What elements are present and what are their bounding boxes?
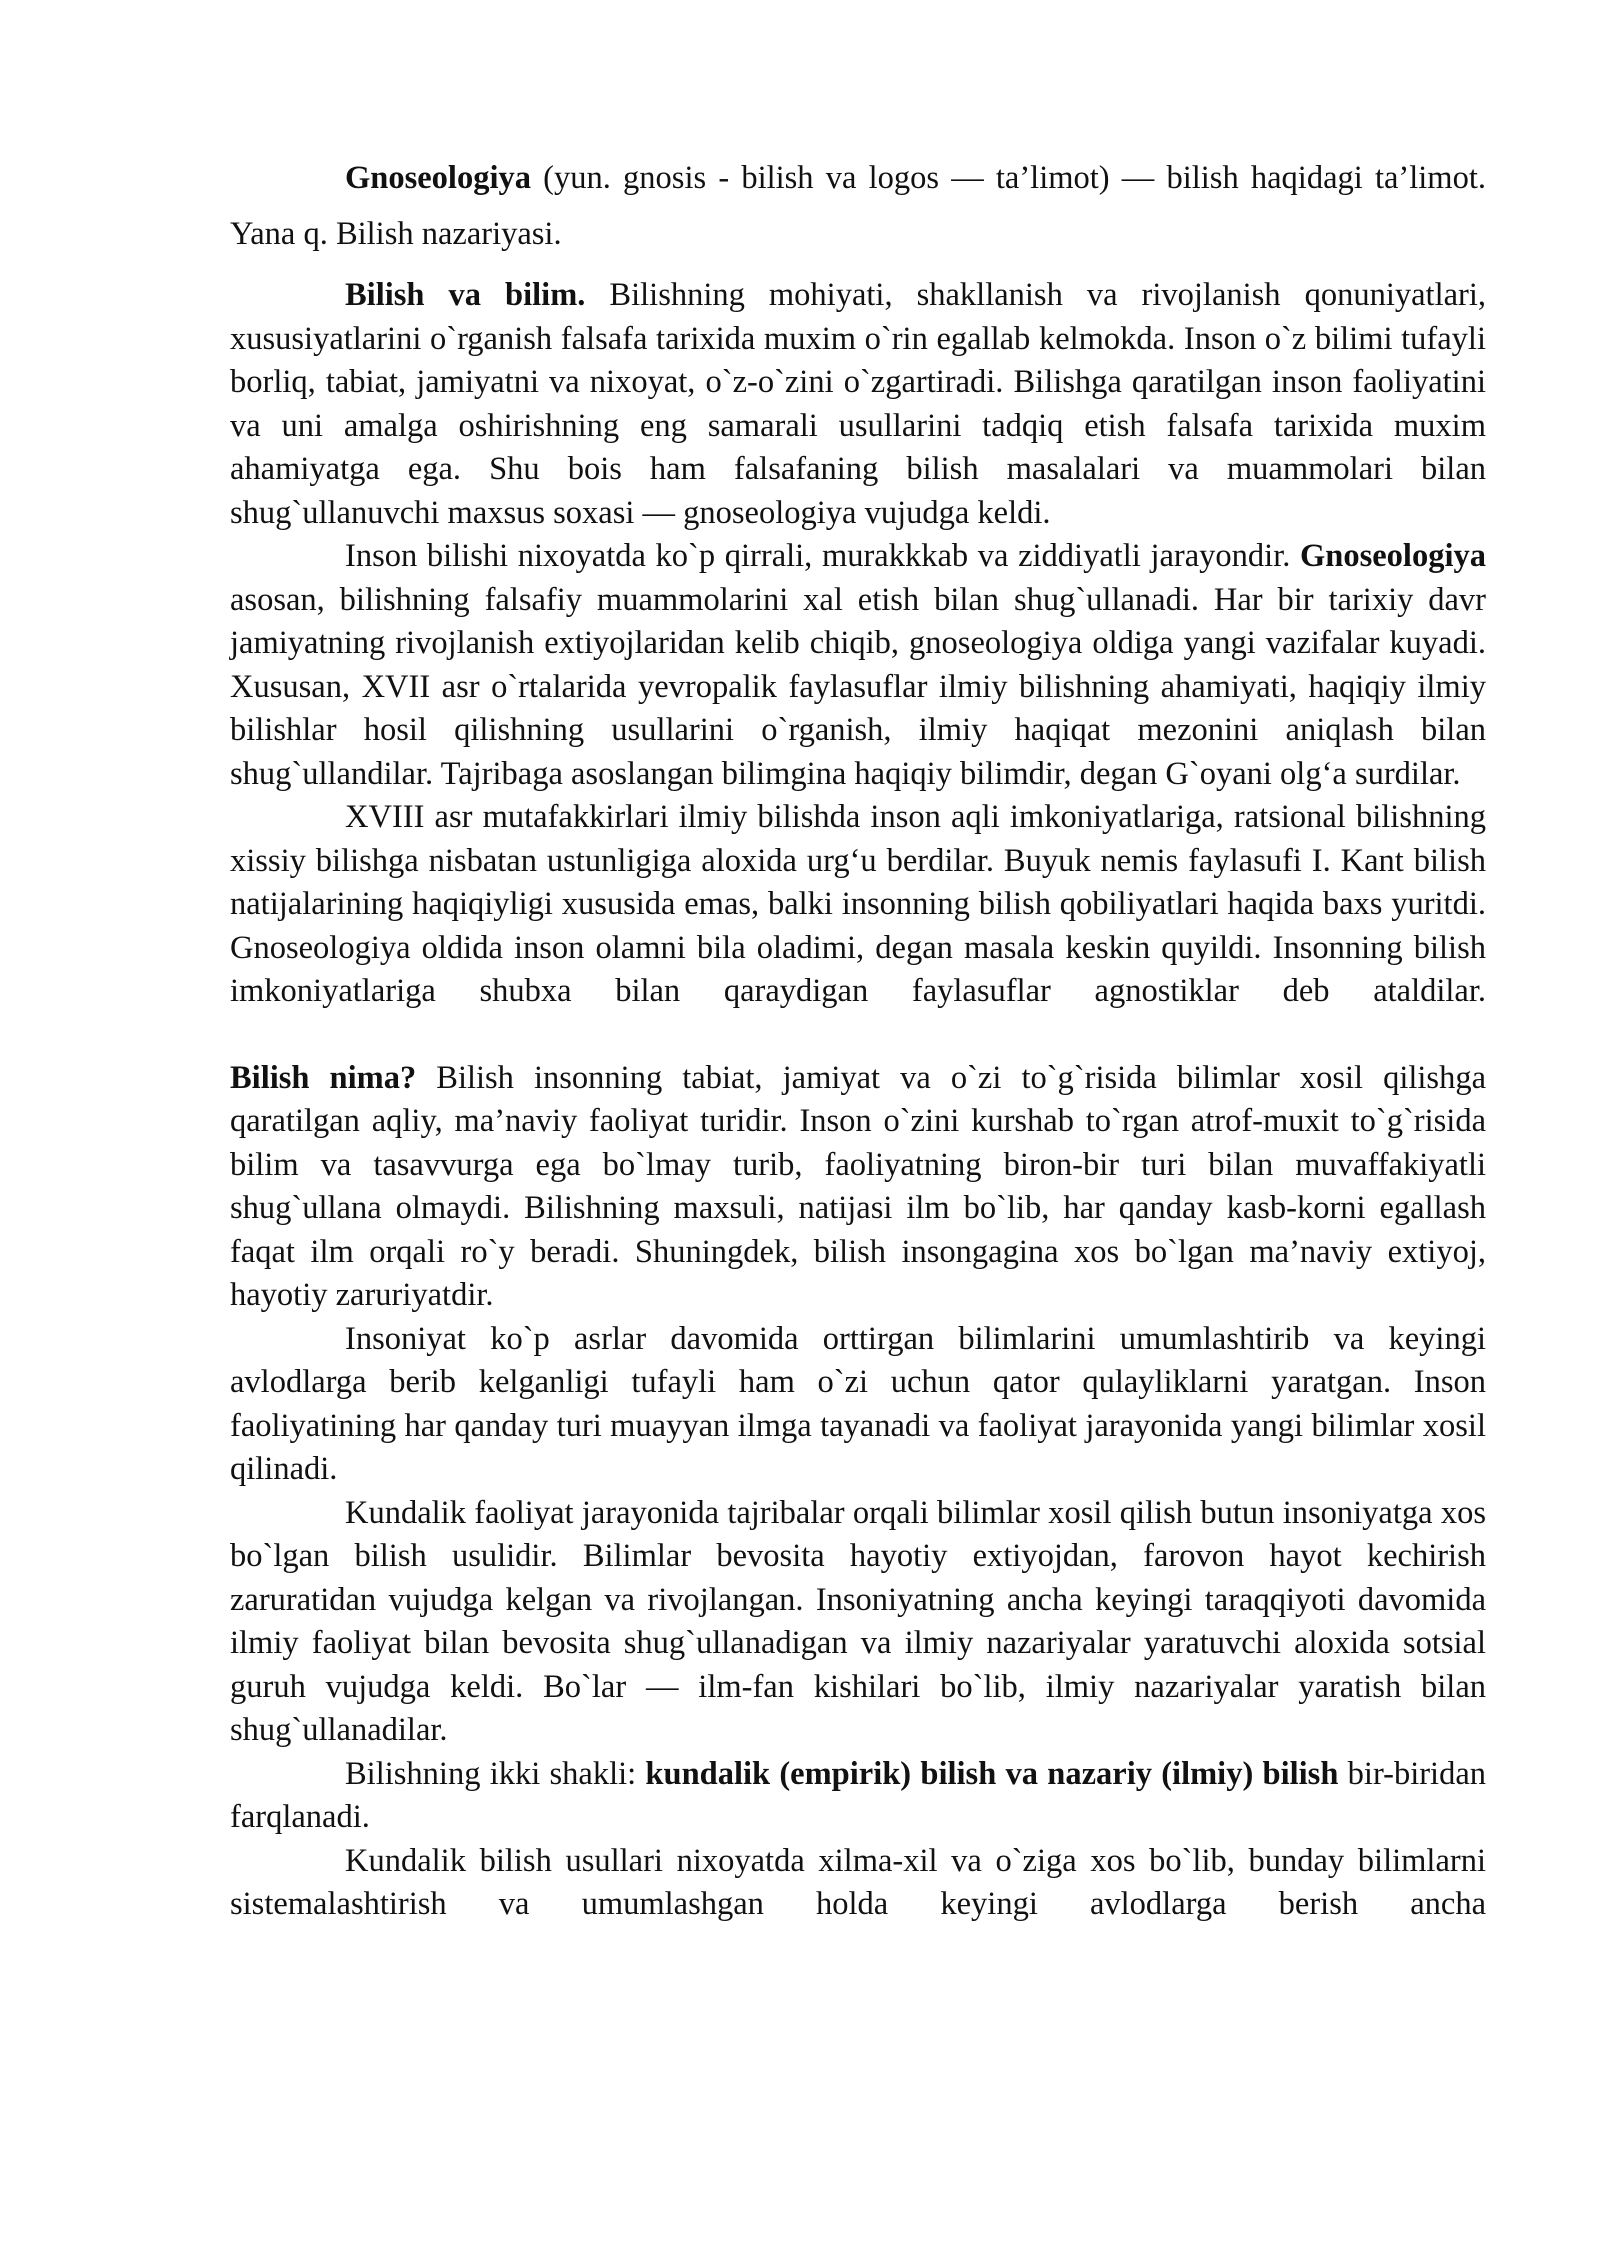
paragraph-text-end: bir-biridan farqlanadi. (230, 1755, 1487, 1835)
paragraph-text: Kundalik bilish usullari nixoyatda xilma-xil va o`ziga xos bo`lib, bunday bilimlarni sistemalashtirish va umumlashgan holda keyingi avlodlarga berish ancha (230, 1842, 1486, 1922)
paragraph-bilish-va-bilim (230, 274, 1486, 535)
paragraph-bilish-nima (230, 1057, 1486, 1318)
paragraph-bilishning-ikki-shakli (230, 1753, 1486, 1840)
definition-text: (yun. gnosis - bilish va logos — ta’limot) — bilish haqidagi ta’limot. Yana q. Bilish nazariyasi. (230, 160, 1486, 252)
paragraph-spacer (230, 1014, 1486, 1057)
document-page (230, 150, 1486, 1927)
term-gnoseologiya: Gnoseologiya (345, 160, 531, 196)
paragraph-kundalik-bilish-usullari (230, 1840, 1486, 1927)
paragraph-kundalik-faoliyat (230, 1492, 1486, 1753)
term-bilish-shakllari: kundalik (empirik) bilish va nazariy (ilmiy) bilish (645, 1755, 1339, 1792)
paragraph-gnoseologiya-definition (230, 150, 1486, 262)
paragraph-insoniyat (230, 1318, 1486, 1492)
paragraph-text: XVIII asr mutafakkirlari ilmiy bilishda inson aqli imkoniyatlariga, ratsional bilishning xissiy bilishga nisbatan ustunligiga aloxida urg‘u berdilar. Buyuk nemis faylasufi I. Kant bilish natijalarining haqiqiyligi xususida emas, balki insonning bilish qobiliyatlari haqida baxs yuritdi. Gnoseologiya oldida inson olamni bila oladimi, degan masala keskin quyildi. Insonning bilish imkoniyatlariga shubxa bilan qaraydigan faylasuflar agnostiklar deb ataldilar. (230, 799, 1486, 1009)
paragraph-xviii-asr (230, 796, 1486, 1014)
paragraph-inson-bilishi (230, 535, 1486, 796)
paragraph-text-end: asosan, bilishning falsafiy muammolarini xal etish bilan shug`ullanadi. Har bir tarixiy davr jamiyatning rivojlanish extiyojlaridan kelib chiqib, gnoseologiya oldiga yangi vazifalar kuyadi. Xususan, XVII asr o`rtalarida yevropalik faylasuflar ilmiy bilishning ahamiyati, haqiqiy ilmiy bilishlar hosil qilishning usullarini o`rganish, ilmiy haqiqat mezonini aniqlash bilan shug`ullandilar. Tajribaga asoslangan bilimgina haqiqiy bilimdir, degan G`oyani olg‘a surdilar. (230, 581, 1486, 792)
paragraph-text-start: Inson bilishi nixoyatda ko`p qirrali, murakkkab va ziddiyatli jarayondir. (345, 538, 1300, 574)
term-gnoseologiya-inline: Gnoseologiya (1300, 538, 1486, 574)
paragraph-text: Kundalik faoliyat jarayonida tajribalar orqali bilimlar xosil qilish butun insoniyatga xos bo`lgan bilish usulidir. Bilimlar bevosita hayotiy extiyojdan, farovon hayot kechirish zaruratidan vujudga kelgan va rivojlangan. Insoniyatning ancha keyingi taraqqiyoti davomida ilmiy faoliyat bilan bevosita shug`ullanadigan va ilmiy nazariyalar yaratuvchi aloxida sotsial guruh vujudga keldi. Bo`lar — ilm-fan kishilari bo`lib, ilmiy nazariyalar yaratish bilan shug`ullanadilar. (230, 1494, 1486, 1748)
section-heading-bilish-nima: Bilish nima? (230, 1059, 417, 1096)
paragraph-text: Insoniyat ko`p asrlar davomida orttirgan bilimlarini umumlashtirib va keyingi avlodlarga berib kelganligi tufayli ham o`zi uchun qator qulayliklarni yaratgan. Inson faoliyatining har qanday turi muayyan ilmga tayanadi va faoliyat jarayonida yangi bilimlar xosil qilinadi. (230, 1320, 1486, 1487)
section-heading-bilish-va-bilim: Bilish va bilim. (345, 277, 586, 313)
paragraph-text-start: Bilishning ikki shakli: (345, 1755, 646, 1792)
paragraph-text: Bilish insonning tabiat, jamiyat va o`zi to`g`risida bilimlar xosil qilishga qaratilgan aqliy, ma’naviy faoliyat turidir. Inson o`zini kurshab to`rgan atrof-muxit to`g`risida bilim va tasavvurga ega bo`lmay turib, faoliyatning biron-bir turi bilan muvaffakiyatli shug`ullana olmaydi. Bilishning maxsuli, natijasi ilm bo`lib, har qanday kasb-korni egallash faqat ilm orqali ro`y beradi. Shuningdek, bilish insongagina xos bo`lgan ma’naviy extiyoj, hayotiy zaruriyatdir. (230, 1059, 1486, 1313)
paragraph-text: Bilishning mohiyati, shakllanish va rivojlanish qonuniyatlari, xususiyatlarini o`rganish falsafa tarixida muxim o`rin egallab kelmokda. Inson o`z bilimi tufayli borliq, tabiat, jamiyatni va nixoyat, o`z-o`zini o`zgartiradi. Bilishga qaratilgan inson faoliyatini va uni amalga oshirishning eng samarali usullarini tadqiq etish falsafa tarixida muxim ahamiyatga ega. Shu bois ham falsafaning bilish masalalari va muammolari bilan shug`ullanuvchi maxsus soxasi — gnoseologiya vujudga keldi. (230, 277, 1486, 531)
